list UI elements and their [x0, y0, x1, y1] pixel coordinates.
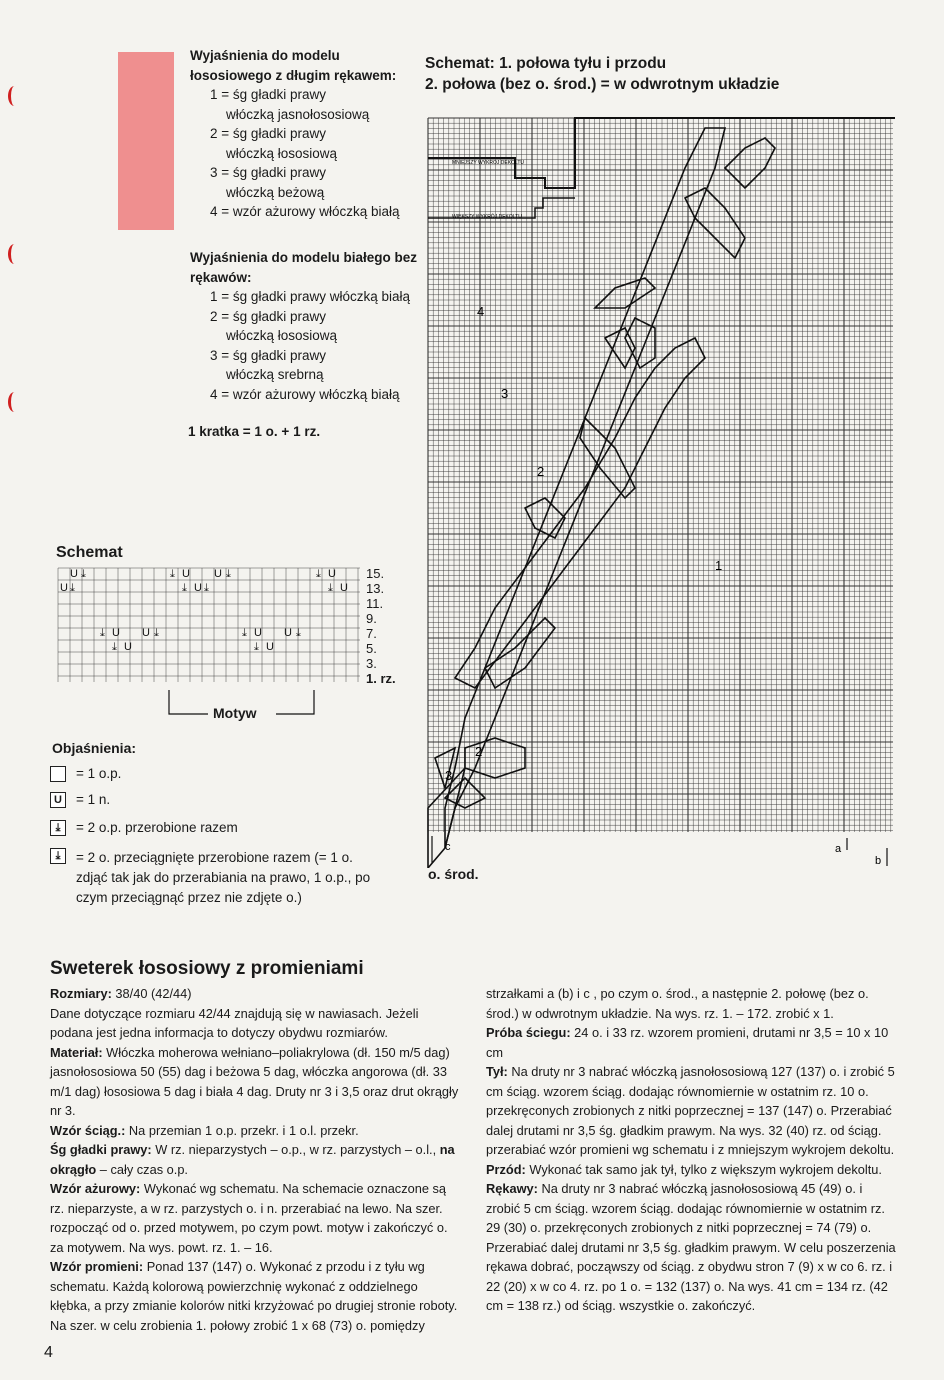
- legend-num: 3 =: [210, 347, 230, 363]
- svg-text:⤓: ⤓: [226, 568, 231, 580]
- k2tog-icon: ⤓: [50, 820, 66, 836]
- article-paragraph: [486, 986, 869, 1021]
- legend-item: [190, 124, 420, 144]
- article-paragraph: [50, 1181, 448, 1255]
- yarn-over-icon: U: [50, 792, 66, 808]
- svg-text:U: U: [254, 627, 262, 639]
- article-paragraph: [486, 1162, 882, 1177]
- row-labels: [366, 566, 396, 686]
- svg-text:U: U: [142, 627, 150, 639]
- legend-item: [190, 346, 420, 366]
- svg-text:U: U: [328, 568, 336, 580]
- svg-text:⤓: ⤓: [70, 582, 75, 594]
- motif-label: Motyw: [213, 705, 257, 721]
- article-text: Ponad 137 (147) o. Wykonać z przodu i z tyłu wg schematu. Każdą kolorową powierzchnię wykonać z oddzielnego kłębka, a przy zmianie kolorów nitki krzyżować po drugiej stronie roboty. Na szer. w celu zrobienia 1. połowy zrobić 1 x 68 (73) o. pomiędzy: [50, 1259, 458, 1333]
- row-label: 5.: [366, 641, 377, 656]
- article-heading: Wzór ściąg.:: [50, 1122, 126, 1138]
- legend-text: śg gładki prawy: [232, 126, 326, 141]
- legend-text: śg gładki prawy: [232, 347, 326, 363]
- key-title: Objaśnienia:: [52, 740, 137, 756]
- legend-num: 4 =: [210, 386, 230, 402]
- ray-shape: [465, 738, 525, 778]
- svg-text:U: U: [266, 641, 274, 653]
- color-bar: [118, 52, 174, 230]
- article-paragraph: [50, 1006, 418, 1041]
- article-paragraph: [50, 1259, 457, 1333]
- legend-num: 2 =: [210, 126, 230, 141]
- binder-hole: [8, 244, 21, 264]
- zone-label: 2: [537, 464, 545, 479]
- article-paragraph: [50, 1123, 359, 1138]
- legend-white: [190, 248, 420, 404]
- svg-text:⤓: ⤓: [242, 627, 247, 639]
- article-left-column: [50, 984, 460, 1335]
- zone-label: 1: [715, 558, 723, 573]
- svg-text:⤓: ⤓: [154, 627, 159, 639]
- article-text: strzałkami a (b) i c , po czym o. środ., a następnie 2. połowę (bez o. środ.) w odwrotnym układzie. Na wys. rz. 1. – 172. zrobić x 1.: [486, 986, 869, 1021]
- article-right-column: [486, 984, 896, 1316]
- key-item: ⤓ = 2 o. przeciągnięte przerobione razem (= 1 o. zdjąć tak jak do przerabiania na prawo, 1 o.p., po czym przeciągnąć przez nie zdjęte o.): [50, 848, 380, 908]
- article-text: Wykonać wg schematu. Na schemacie oznaczone są rz. nieparzyste, a w rz. parzystych o. i n. przerabiać na lewo. Na szer. rozpocząć od o. przed motywem, po czym powt. motyw i zakończyć o. za motywem. Na wys. powt. rz. 1. – 16.: [50, 1181, 448, 1255]
- legend-text: włóczką łososiową: [226, 145, 338, 161]
- article-paragraph: [50, 1045, 458, 1119]
- svg-text:U: U: [340, 582, 348, 594]
- legend-text: śg gładki prawy: [232, 87, 326, 102]
- svg-text:U: U: [60, 582, 68, 594]
- legend-text: śg gładki prawy: [232, 165, 326, 180]
- legend-item: [190, 287, 420, 307]
- small-schema-title: Schemat: [56, 544, 123, 561]
- article-text: Na przemian 1 o.p. przekr. i 1 o.l. przekr.: [125, 1122, 359, 1138]
- schemat-title-line1: Schemat: 1. połowa tyłu i przodu: [425, 55, 667, 72]
- article-paragraph: [486, 1064, 895, 1157]
- article-heading: Wzór ażurowy:: [50, 1181, 141, 1196]
- legend-item: [190, 307, 420, 327]
- arrow-a-label: a: [835, 843, 842, 855]
- legend-text: włóczką beżową: [226, 184, 325, 200]
- empty-square-icon: [50, 766, 66, 782]
- article-paragraph: [486, 1181, 896, 1313]
- article-heading: Śg gładki prawy:: [50, 1142, 152, 1157]
- legend-text: włóczką jasnołososiową: [226, 106, 370, 122]
- svg-text:U: U: [194, 582, 202, 594]
- legend-text: włóczką srebrną: [226, 367, 324, 382]
- skpo-icon: ⤓: [50, 848, 66, 864]
- page-number: 4: [44, 1344, 53, 1361]
- zone-label: 4: [477, 304, 485, 319]
- neck-label-small: MNIEJSZY WYKROJ DEKOLTU: [452, 160, 525, 166]
- article-text: 38/40 (42/44): [111, 986, 192, 1001]
- schemat-title: [425, 53, 855, 95]
- article-heading: Tył:: [486, 1064, 508, 1079]
- svg-text:⤓: ⤓: [204, 582, 209, 594]
- article-heading: Przód:: [486, 1161, 526, 1177]
- svg-text:⤓: ⤓: [100, 627, 105, 639]
- row-label: 15.: [366, 566, 385, 581]
- article-text: Włóczka moherowa wełniano–poliakrylowa (dł. 150 m/5 dag) jasnołososiowa 50 (55) dag i beżowa 5 dag, włóczka angorowa (dł. 33 m/1 dag) łososiowa 5 dag i biała 4 dag. Druty nr 3 i 3,5 oraz drut okrągły nr 3.: [50, 1044, 459, 1118]
- binder-hole: [8, 392, 21, 412]
- svg-text:⤓: ⤓: [254, 641, 259, 653]
- svg-text:⤓: ⤓: [316, 568, 321, 580]
- legend-text: śg gładki prawy: [232, 308, 326, 324]
- article-paragraph: [50, 986, 192, 1001]
- legend-text: wzór ażurowy włóczką białą: [232, 204, 400, 219]
- article-heading: na okrągło: [50, 1142, 455, 1177]
- legend-title: Wyjaśnienia do modelu łososiowego z długim rękawem:: [190, 48, 397, 83]
- svg-text:U: U: [112, 627, 120, 639]
- article-heading: Rozmiary:: [50, 986, 112, 1001]
- article-text: Na druty nr 3 nabrać włóczką jasnołososiową 45 (49) o. i zrobić 5 cm ściąg. wzorem ściąg. dodając równomiernie w ostatnim rz. 29 (30) o. przekręconych zrobionych z nitki poprzecznej = 74 (79) o. Przerabiać dalej drutami nr 3,5 śg. gładkim prawym. W celu poszerzenia rękawa dobrać, począwszy od ściąg. z obydwu stron 7 (9) x w co 6. rz. i 22 (20) x w co 4. rz. po 1 o. = 132 (137) o. Na wys. 41 cm = 134 rz. (42 cm = 138 rz.) od ściąg. wszystkie o. zakończyć.: [486, 1181, 896, 1313]
- row-label: 9.: [366, 611, 377, 626]
- center-stitch-label: o. środ.: [428, 866, 479, 882]
- article-heading: Wzór promieni:: [50, 1259, 144, 1274]
- svg-text:U: U: [182, 568, 190, 580]
- svg-text:⤓: ⤓: [170, 568, 175, 580]
- article-paragraph: [50, 1142, 440, 1157]
- article-text: W rz. nieparzystych – o.p., w rz. parzystych – o.l.,: [151, 1142, 440, 1157]
- zone-label: 3: [445, 768, 453, 783]
- key-item: = 1 o.p.: [50, 766, 121, 782]
- article-paragraph: [486, 1025, 888, 1060]
- legend-title: Wyjaśnienia do modelu białego bez rękawów:: [190, 250, 418, 285]
- schemat-title-line2: 2. połowa (bez o. środ.) = w odwrotnym układzie: [425, 76, 780, 93]
- svg-text:⤓: ⤓: [182, 582, 187, 594]
- row-label: 7.: [366, 626, 377, 641]
- article-heading: Materiał:: [50, 1044, 103, 1060]
- legend-num: 1 =: [210, 87, 230, 102]
- arrow-b-label: b: [875, 855, 882, 867]
- svg-text:U: U: [284, 627, 292, 639]
- legend-text: wzór ażurowy włóczką białą: [232, 386, 400, 402]
- zone-label: 3: [501, 386, 509, 401]
- row-label: 3.: [366, 656, 377, 671]
- svg-text:⤓: ⤓: [112, 641, 117, 653]
- article-text: Na druty nr 3 nabrać włóczką jasnołososiową 127 (137) o. i zrobić 5 cm ściąg. wzorem ściąg. dodając równomiernie w ostatnim rz. 10 o. przekręconych zrobionych z nitki poprzecznej = 137 (147) o. Przerabiać dalej drutami nr 3,5 śg. gładkim prawym. Na wys. 32 (40) rz. od ściąg. przerabiać wzór promieni wg schematu i z mniejszym wykrojem dekoltu.: [486, 1064, 895, 1157]
- row-label: 1. rz.: [366, 671, 396, 686]
- grid-scale-note: 1 kratka = 1 o. + 1 rz.: [188, 424, 321, 439]
- row-label: 13.: [366, 581, 385, 596]
- neck-label-large: WIĘKSZY WYKRÓJ DEKOLTU: [452, 214, 522, 220]
- key-item: ⤓ = 2 o.p. przerobione razem: [50, 820, 238, 836]
- legend-salmon: [190, 46, 420, 222]
- key-item: U = 1 n.: [50, 792, 110, 808]
- legend-num: 4 =: [210, 204, 230, 219]
- article-heading: Próba ściegu:: [486, 1025, 571, 1040]
- article-text: Dane dotyczące rozmiaru 42/44 znajdują się w nawiasach. Jeżeli podana jest jedna informacja to dotyczy obydwu rozmiarów.: [50, 1005, 419, 1040]
- svg-text:⤓: ⤓: [81, 568, 86, 580]
- svg-text:⤓: ⤓: [328, 582, 333, 594]
- article-heading: Rękawy:: [486, 1181, 538, 1196]
- lace-schema: [56, 566, 362, 684]
- ray-shape: [685, 188, 745, 258]
- legend-item: [190, 385, 420, 405]
- article-text: 24 o. i 33 rz. wzorem promieni, drutami nr 3,5 = 10 x 10 cm: [486, 1025, 889, 1060]
- legend-item: [190, 85, 420, 105]
- article-text: – cały czas o.p.: [96, 1161, 188, 1177]
- svg-text:U: U: [70, 568, 78, 580]
- arrow-c-label: c: [445, 841, 451, 853]
- legend-item: [190, 202, 420, 222]
- legend-text: śg gładki prawy włóczką białą: [232, 289, 411, 304]
- binder-hole: [8, 86, 21, 106]
- legend-num: 1 =: [210, 289, 230, 304]
- svg-text:U: U: [124, 641, 132, 653]
- svg-text:U: U: [214, 568, 222, 580]
- legend-num: 3 =: [210, 165, 230, 180]
- legend-text: włóczką łososiową: [226, 328, 338, 343]
- article-text: Wykonać tak samo jak tył, tylko z większym wykrojem dekoltu.: [525, 1161, 882, 1177]
- legend-num: 2 =: [210, 308, 230, 324]
- row-label: 11.: [366, 596, 384, 611]
- article-title: Sweterek łososiowy z promieniami: [50, 958, 364, 979]
- ray-shape: [595, 278, 655, 308]
- zone-label: 2: [475, 744, 483, 759]
- rays-chart: [425, 108, 895, 868]
- legend-item: [190, 163, 420, 183]
- svg-text:⤓: ⤓: [296, 627, 301, 639]
